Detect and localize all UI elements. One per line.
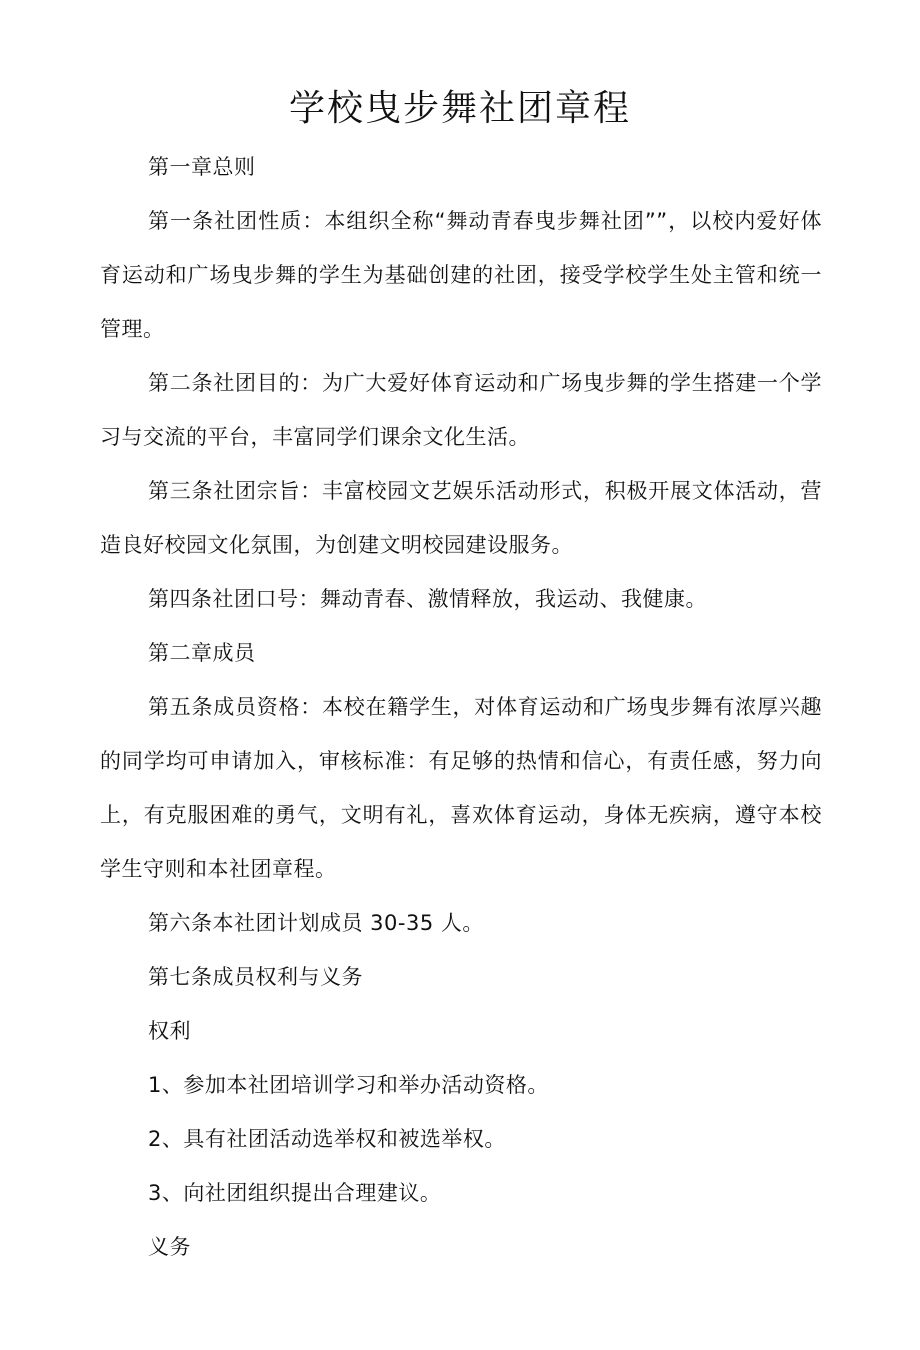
article-paragraph: 第六条本社团计划成员 30-35 人。 <box>148 911 484 935</box>
list-item: 2、具有社团活动选举权和被选举权。 <box>148 1127 506 1151</box>
article-paragraph: 第四条社团口号：舞动青春、激情释放，我运动、我健康。 <box>148 587 707 611</box>
chapter-heading: 第二章成员 <box>148 641 256 665</box>
article-paragraph: 第七条成员权利与义务 <box>148 965 363 989</box>
chapter-heading: 第一章总则 <box>148 155 256 179</box>
article-paragraph: 第三条社团宗旨：丰富校园文艺娱乐活动形式，积极开展文体活动，营造良好校园文化氛围，为创建文明校园建设服务。 <box>100 479 822 557</box>
document-title: 学校曳步舞社团章程 <box>288 88 631 129</box>
list-item: 1、参加本社团培训学习和举办活动资格。 <box>148 1073 549 1097</box>
section-label: 义务 <box>148 1235 191 1259</box>
article-paragraph: 第一条社团性质：本组织全称“舞动青春曳步舞社团””，以校内爱好体育运动和广场曳步舞的学生为基础创建的社团，接受学校学生处主管和统一管理。 <box>100 209 822 341</box>
article-paragraph: 第五条成员资格：本校在籍学生，对体育运动和广场曳步舞有浓厚兴趣的同学均可申请加入，审核标准：有足够的热情和信心，有责任感，努力向上，有克服困难的勇气，文明有礼，喜欢体育运动，身体无疾病，遵守本校学生守则和本社团章程。 <box>100 695 822 881</box>
article-paragraph: 第二条社团目的：为广大爱好体育运动和广场曳步舞的学生搭建一个学习与交流的平台，丰富同学们课余文化生活。 <box>100 371 822 449</box>
section-label: 权利 <box>148 1019 191 1043</box>
document-body <box>100 140 822 1274</box>
list-item: 3、向社团组织提出合理建议。 <box>148 1181 442 1205</box>
